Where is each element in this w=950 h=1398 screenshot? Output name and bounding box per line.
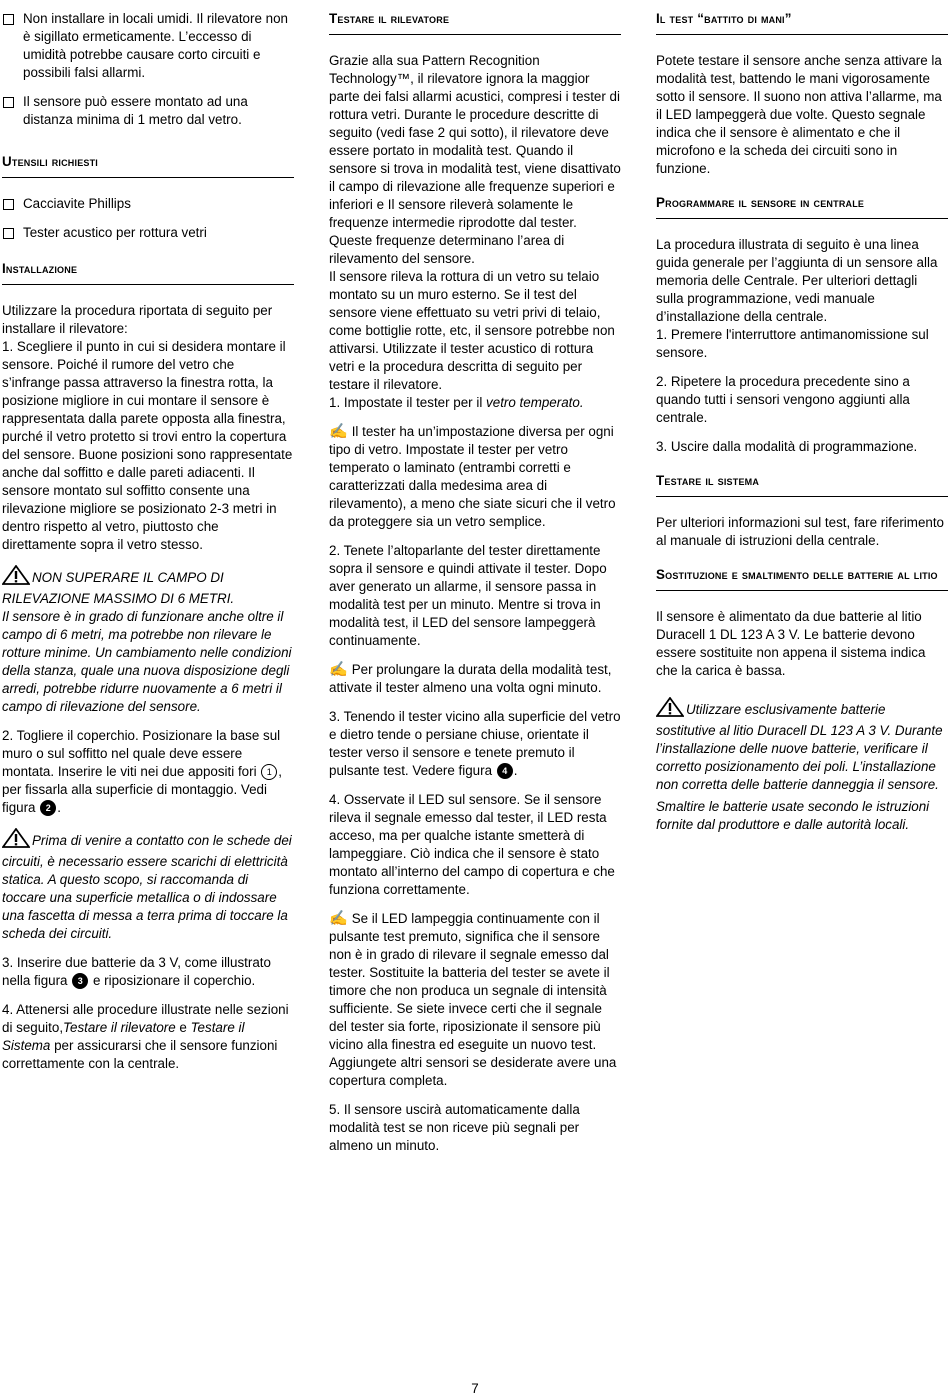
figure-badge: 2: [40, 800, 56, 816]
prog-step-2: 2. Ripetere la procedura precedente sino a quando tutti i sensori vengono aggiunti alla centrale.: [656, 374, 910, 425]
list-item: [2, 10, 294, 82]
test-step-1-text: 1. Impostate il tester per il: [329, 395, 483, 410]
writing-hand-icon: ✍: [329, 910, 348, 927]
step2-text-b: , per fissarla alla superficie di montaggio. Vedi figura: [2, 764, 283, 815]
column-middle: [329, 10, 621, 1166]
clap-body: Potete testare il sensore anche senza attivare la modalità test, battendo le mani vigorosamente sotto il sensore. Il suono non attiva l’allarme, ma il LED lampeggerà due volte. Questo segnale indica che il sensore è alimentato e che il microfono e la scheda dei circuiti sono in funzione.: [656, 53, 942, 176]
install-step-4: [2, 1001, 294, 1073]
heading-tools: Utensili richiesti: [2, 153, 294, 178]
warning-batteries-text: Utilizzare esclusivamente batterie sostitutive al litio Duracell DL 123 A 3 V. Durante l’installazione delle nuove batterie, verificare il corretto posizionamento dei poli. L’installazione non corretta delle batterie danneggia il sensore.: [656, 702, 943, 792]
step4-text-a: 4. Attenersi alle procedure illustrate nelle sezioni di seguito,: [2, 1002, 289, 1035]
step3-text-b: e riposizionare il coperchio.: [92, 973, 256, 988]
column-right: [656, 10, 948, 845]
checkbox-icon: [3, 14, 14, 25]
batt-dispose: Smaltire le batterie usate secondo le istruzioni fornite dal produttore e dalle autorità locali.: [656, 799, 930, 832]
install-intro: Utilizzare la procedura riportata di seguito per installare il rilevatore:: [2, 303, 273, 336]
test-intro-1: Grazie alla sua Pattern Recognition Technology™, il rilevatore ignora la maggior parte dei falsi allarmi acustici, compresi i tester di rottura vetri. Durante le procedure descritte di seguito (vedi fase 2 qui sotto), il rilevatore deve essere portato in modalità test. Quando il sensore si trova in modalità test, viene disattivato il campo di rilevazione alle frequenze superiori e inferiori e Il sensore rileverà solamente le frequenze intermedie riprodotte dal tester. Queste frequenze determinano l’area di rilevamento del sensore.: [329, 53, 621, 266]
link-test-detector: Testare il rilevatore: [63, 1020, 176, 1035]
prog-step-3: 3. Uscire dalla modalità di programmazione.: [656, 439, 918, 454]
prog-step-1: 1. Premere l'interruttore antimanomissione sul sensore.: [656, 327, 929, 360]
test-step-5: 5. Il sensore uscirà automaticamente dalla modalità test se non riceve più segnali per almeno un minuto.: [329, 1102, 580, 1153]
page-number: 7: [471, 1381, 479, 1396]
writing-hand-icon: ✍: [329, 423, 348, 440]
install-step-2: 2. Togliere il coperchio. Posizionare la base sul muro o sul soffitto nel quale deve essere montata. Inserire le viti nei due appositi fori 1 , per fissarla alla superficie di montaggio. Vedi figura 2 .: [2, 728, 283, 815]
prog-body: La procedura illustrata di seguito è una linea guida generale per l’aggiunta di un sensore alla memoria delle Centrale. Per ulteriori dettagli sulla programmazione, vedi manuale d’installazione della centrale.: [656, 237, 938, 324]
warning-static-text: Prima di venire a contatto con le schede dei circuiti, è necessario essere scarichi di elettricità statica. A questo scopo, si raccomanda di toccare una superficie metallica o di indossare una fascetta di messa a terra prima di toccare la scheda dei circuiti.: [2, 833, 292, 941]
step3-text-a: 3. Inserire due batterie da 3 V, come illustrato nella figura: [2, 955, 271, 988]
step2-text-a: 2. Togliere il coperchio. Posizionare la base sul muro o sul soffitto nel quale deve essere montata. Inserire le viti nei due appositi fori: [2, 728, 281, 779]
test-step-3-text: 3. Tenendo il tester vicino alla superficie del vetro e dietro tende o persiane chiuse, orientate il tester verso il sensore e tenete premuto il pulsante test. Vedere figura: [329, 709, 621, 778]
note-2: [329, 661, 621, 697]
test-step-1-glass: vetro temperato.: [486, 395, 584, 410]
warning-triangle-icon: [2, 828, 30, 853]
note-1-text: Il tester ha un’impostazione diversa per ogni tipo di vetro. Impostate il tester per vetro temperato o laminato (entrambi corretti e caratterizzati dalla medesima area di rilevamento), a meno che siate sicuri che il vetro da proteggere sia un vetro semplice.: [329, 424, 616, 529]
install-step-1: 1. Scegliere il punto in cui si desidera montare il sensore. Poiché il rumore del vetro che s’infrange passa attraverso la finestra rotta, la posizione migliore in cui montare il sensore è rappresentata dalla parete opposta alla finestra, purché il vetro protetto si trovi entro la copertura del sensore. Buone posizioni sono rappresentate anche dal soffitto e dalle pareti adiacenti. Il sensore montato sul soffitto consente una rilevazione migliore se posizionato 2-3 metri in dentro rispetto al vetro, piuttosto che direttamente sopra il vetro stesso.: [2, 339, 293, 552]
checkbox-icon: [3, 199, 14, 210]
heading-clap-test: Il test “battito di mani”: [656, 10, 948, 35]
test-intro-2: Il sensore rileva la rottura di un vetro su telaio montato su un muro esterno. Se il test del sensore viene effettuato su vetri privi di telaio, come bottiglie rotte, etc, il sensore potrebbe non attivarsi. Utilizzate il tester acustico di rottura vetri e la procedura descritta di seguito per testare il rilevatore.: [329, 269, 615, 392]
step4-text-b: per assicurarsi che il sensore funzioni correttamente con la centrale.: [2, 1038, 278, 1071]
link-test-system: Testare il Sistema: [2, 1020, 245, 1053]
note-3: [329, 910, 621, 1090]
note-2-text: Per prolungare la durata della modalità test, attivate il tester almeno una volta ogni minuto.: [329, 662, 612, 695]
heading-test-system: Testare il sistema: [656, 472, 948, 497]
checkbox-icon: [3, 228, 14, 239]
note-1: [329, 423, 621, 531]
step4-and: e: [179, 1020, 187, 1035]
heading-test-detector: Testare il rilevatore: [329, 10, 621, 35]
test-step-3: 3. Tenendo il tester vicino alla superficie del vetro e dietro tende o persiane chiuse, orientate il tester verso il sensore e tenete premuto il pulsante test. Vedere figura 4 .: [329, 709, 621, 778]
ref-circle: 1: [261, 764, 277, 780]
warning-triangle-icon: [656, 697, 684, 722]
warning-static: [2, 828, 294, 943]
list-item: [2, 93, 294, 129]
item-distance: Il sensore può essere montato ad una distanza minima di 1 metro dal vetro.: [23, 94, 248, 127]
figure-badge: 4: [497, 763, 513, 779]
warning-range-body: Il sensore è in grado di funzionare anche oltre il campo di 6 metri, ma potrebbe non rilevare le rotture minime. Un cambiamento nelle condizioni della stanza, quale una nuova disposizione degli arredi, potrebbe ridurre nuovamente a 6 metri il campo di rilevazione del sensore.: [2, 609, 292, 714]
list-item: [2, 224, 294, 242]
warning-batteries: [656, 697, 948, 794]
test-step-2: 2. Tenete l’altoparlante del tester direttamente sopra il sensore e quindi attivate il tester. Dopo aver generato un allarme, il sensore passa in modalità test per un minuto. Mentre si trova in modalità test, il LED del sensore lampeggerà continuamente.: [329, 543, 607, 648]
warning-range-title: NON SUPERARE IL CAMPO DI RILEVAZIONE MASSIMO DI 6 METRI.: [2, 570, 235, 606]
warning-range: [2, 565, 294, 716]
column-left: [2, 10, 294, 1084]
heading-programming: Programmare il sensore in centrale: [656, 194, 948, 219]
item-humidity: Non installare in locali umidi. Il rilevatore non è sigillato ermeticamente. L’eccesso di umidità potrebbe causare corto circuiti e possibili falsi allarmi.: [23, 11, 288, 80]
heading-batteries: Sostituzione e smaltimento delle batterie al litio: [656, 566, 948, 591]
checkbox-icon: [3, 97, 14, 108]
note-3-text: Se il LED lampeggia continuamente con il pulsante test premuto, significa che il sensore non è in grado di rilevare il segnale emesso dal tester. Sostituite la batteria del tester se avete il timore che non produca un segnale di intensità sufficiente. Se siete invece certi che il segnale del tester sia forte, riposizionate il sensore più vicino alla finestra ed eseguite un nuovo test. Aggiungete altri sensori se desiderate avere una copertura completa.: [329, 911, 617, 1088]
warning-triangle-icon: [2, 565, 30, 590]
test-step-4: 4. Osservate il LED sul sensore. Se il sensore rileva il segnale emesso dal tester, il LED resta acceso, ma per qualche istante smetterà di lampeggiare. Ciò indica che il sensore è stato montato all’interno del campo di copertura e che funziona correttamente.: [329, 792, 615, 897]
list-item: [2, 195, 294, 213]
batt-body: Il sensore è alimentato da due batterie al litio Duracell 1 DL 123 A 3 V. Le batterie devono essere sostituite non appena il sistema indica che la carica è bassa.: [656, 609, 926, 678]
sys-body: Per ulteriori informazioni sul test, fare riferimento al manuale di istruzioni della centrale.: [656, 515, 945, 548]
writing-hand-icon: ✍: [329, 661, 348, 678]
install-step-3: [2, 954, 294, 990]
test-step-1: [329, 394, 621, 412]
heading-installation: Installazione: [2, 260, 294, 285]
tool-2: Tester acustico per rottura vetri: [23, 225, 207, 240]
tool-1: Cacciavite Phillips: [23, 196, 131, 211]
figure-badge: 3: [72, 973, 88, 989]
